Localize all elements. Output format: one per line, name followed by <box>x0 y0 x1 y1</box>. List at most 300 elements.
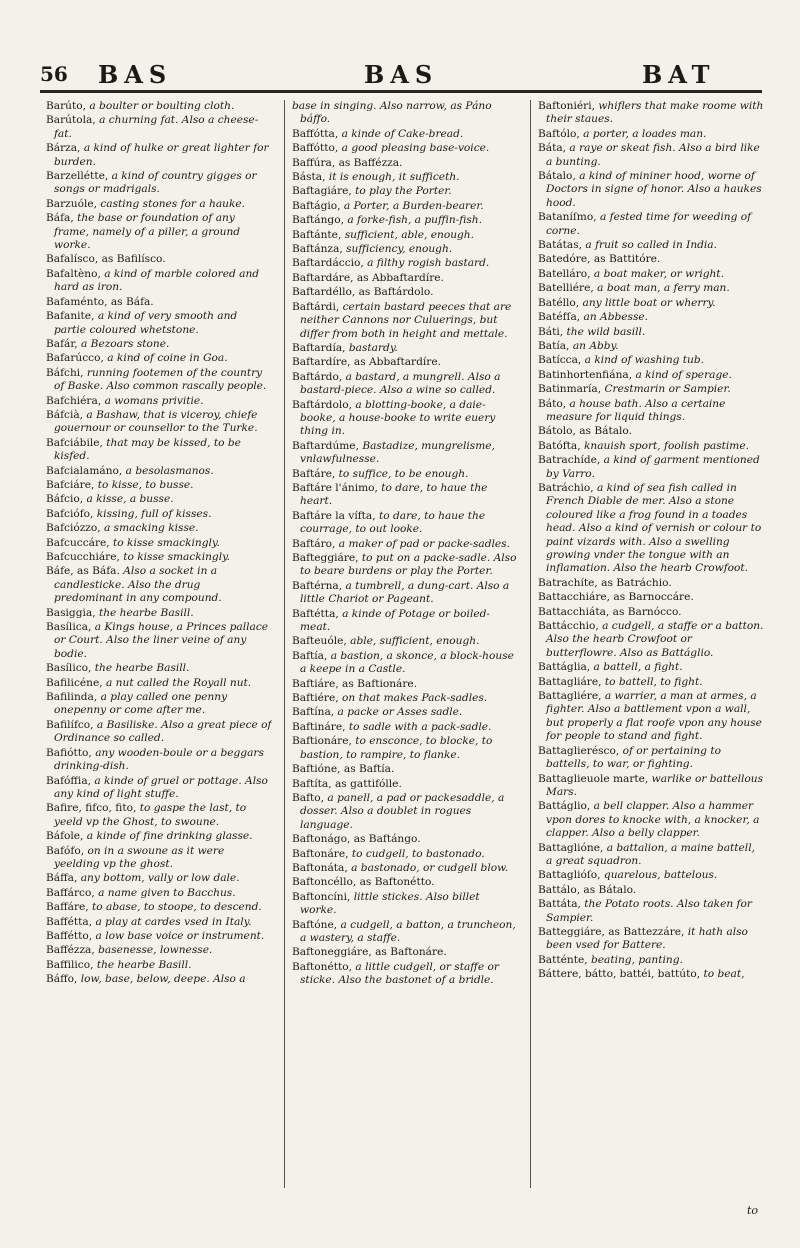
entry-headword: Baftárdo, <box>292 370 346 383</box>
entry-definition: base in singing. Also narrow, as Páno báffo. <box>292 100 492 126</box>
entry-definition: a low base voice or instrument. <box>95 929 265 942</box>
entry-headword: Battaglierésco, <box>538 744 623 757</box>
dictionary-entry <box>292 635 518 648</box>
entry-definition: a smacking kisse. <box>104 522 199 535</box>
dictionary-entry <box>292 185 518 198</box>
entry-definition: a kind of country gigges or songs or madrigals. <box>54 170 257 196</box>
entry-headword: Batelláro, <box>538 267 594 280</box>
entry-definition: any bottom, vally or low dale. <box>80 872 240 885</box>
entry-definition: casting stones for a hauke. <box>100 197 246 210</box>
entry-definition: the base or foundation of any frame, namely of a piller, a ground worke. <box>54 212 241 252</box>
dictionary-entry <box>538 100 764 127</box>
entry-definition: a nut called the Royall nut. <box>105 676 252 689</box>
entry-definition: a Bezoars stone. <box>80 337 170 350</box>
entry-headword: Bafchiéra, <box>46 394 105 407</box>
dictionary-entry <box>46 845 272 872</box>
dictionary-entry <box>538 926 764 953</box>
entry-definition: the hearbe Basill. <box>96 958 192 971</box>
dictionary-entry <box>538 577 764 590</box>
dictionary-entry <box>46 367 272 394</box>
entry-definition: a kinde of Potage or boiled-meat. <box>300 607 490 634</box>
dictionary-entry <box>46 198 272 211</box>
entry-definition: to suffice, to be enough. <box>338 467 469 480</box>
entry-definition: a kinde of gruel or pottage. Also any kind of light stuffe. <box>54 774 268 800</box>
entry-headword: Basílico, <box>46 662 95 675</box>
header-rule <box>40 90 762 93</box>
entry-headword: Baftáre l'ánimo, <box>292 481 382 494</box>
dictionary-entry <box>46 662 272 675</box>
dictionary-entry <box>46 901 272 914</box>
entry-headword: Bafire, fifco, fito, <box>46 802 140 815</box>
dictionary-entry <box>538 326 764 339</box>
entry-headword: Baftináre, <box>292 720 349 733</box>
entry-definition: low, base, below, deepe. Also a <box>80 973 246 986</box>
entry-definition: to kisse, to busse. <box>97 478 194 491</box>
dictionary-entry <box>292 243 518 256</box>
entry-headword: Baftía, <box>292 649 331 662</box>
entry-definition: a Bashaw, that is viceroy, chiefe gouernour or counsellor to the Turke. <box>54 408 258 435</box>
dictionary-entry <box>538 369 764 382</box>
entry-definition: a boulter or boulting cloth. <box>89 100 235 112</box>
dictionary-entry <box>46 944 272 957</box>
dictionary-entry <box>292 778 518 791</box>
entry-definition: to play the Porter. <box>355 185 452 198</box>
entry-headword: Baftárdolo, <box>292 398 356 411</box>
entry-headword: Bafcialamáno, <box>46 464 126 477</box>
entry-headword: Baftonétto, <box>292 960 356 973</box>
dictionary-entry <box>292 356 518 369</box>
entry-headword: Baffézza, <box>46 944 99 957</box>
entry-headword: Battáglio, <box>538 800 594 813</box>
dictionary-entry <box>46 253 272 266</box>
dictionary-entry <box>538 591 764 604</box>
entry-definition: a cudgell, a staffe or a batton. Also the hearb Crowfoot or butterflowre. Also as Battáglio. <box>546 620 764 659</box>
dictionary-entry <box>292 142 518 155</box>
entry-definition: a name given to Bacchus. <box>98 886 236 899</box>
dictionary-entry <box>46 493 272 506</box>
entry-definition: whiflers that make roome with their staues. <box>546 100 764 126</box>
dictionary-entry <box>292 763 518 776</box>
dictionary-entry <box>292 468 518 481</box>
entry-definition: knauish sport, foolish pastime. <box>583 439 749 452</box>
entry-definition: a fested time for weeding of corne. <box>546 211 752 237</box>
entry-definition: any wooden-boule or a beggars drinking-dish. <box>54 746 264 773</box>
entry-headword: Baftoncéllo, as Baftonétto. <box>292 876 435 889</box>
dictionary-entry <box>538 620 764 660</box>
entry-headword: Baftíta, as gattifólle. <box>292 777 402 790</box>
dictionary-entry <box>46 607 272 620</box>
entry-headword: Baftína, <box>292 706 338 719</box>
entry-headword: Batinhortenfiána, <box>538 368 636 381</box>
entry-definition: Also a socket in a candlesticke. Also the drug predominant in any compound. <box>54 565 222 605</box>
entry-headword: Baftólo, <box>538 127 584 140</box>
entry-definition: a good pleasing base-voice. <box>341 142 490 155</box>
entry-definition: Crestmarin or Sampier. <box>604 383 731 396</box>
entry-headword: Battáta, <box>538 898 585 911</box>
dictionary-entry <box>46 747 272 774</box>
entry-definition: a churning fat. Also a cheese-fat. <box>54 114 259 140</box>
entry-headword: Bafciózzo, <box>46 522 104 535</box>
dictionary-entry <box>538 383 764 396</box>
entry-definition: it is enough, it sufficeth. <box>328 171 460 184</box>
entry-headword: Bátalo, <box>538 170 580 183</box>
dictionary-entry <box>292 229 518 242</box>
entry-definition: a kind of sperage. <box>635 368 732 381</box>
entry-definition: any little boat or wherry. <box>582 296 716 309</box>
entry-definition: a bastonado, or cudgell blow. <box>351 861 509 874</box>
entry-definition: to abase, to stoope, to descend. <box>92 901 262 914</box>
entry-definition: a battalion, a maine battell, a great squadron. <box>546 841 755 867</box>
entry-headword: Baftionáre, <box>292 735 356 748</box>
entry-definition: a panell, a pad or packesaddle, a dosser. Also a doublet in rogues language. <box>300 791 505 831</box>
entry-definition: a kind of garment mentioned by Varro. <box>546 454 760 480</box>
dictionary-entry <box>538 440 764 453</box>
dictionary-entry <box>538 398 764 425</box>
entry-headword: Baffilico, <box>46 958 97 971</box>
dictionary-entry <box>46 916 272 929</box>
entry-headword: Báfcio, <box>46 493 87 506</box>
entry-headword: Bafciófo, <box>46 507 97 520</box>
entry-definition: quarelous, battelous. <box>603 869 718 882</box>
entry-headword: Battacchiáta, as Barnócco. <box>538 605 682 618</box>
entry-definition: on in a swoune as it were yeelding vp the ghost. <box>54 844 225 870</box>
dictionary-entry <box>46 212 272 252</box>
dictionary-entry <box>46 479 272 492</box>
entry-definition: a boat man, a ferry man. <box>597 282 730 295</box>
entry-headword: Baffétta, <box>46 915 96 928</box>
entry-headword: Bafalísco, as Bafilísco. <box>46 253 166 266</box>
entry-headword: Baftoniéri, <box>538 100 599 112</box>
dictionary-entry <box>292 272 518 285</box>
entry-headword: Báti, <box>538 325 567 338</box>
dictionary-entry <box>538 661 764 674</box>
dictionary-entry <box>292 482 518 509</box>
entry-headword: Baftardéllo, as Baftárdolo. <box>292 286 434 299</box>
entry-headword: Bárza, <box>46 142 84 155</box>
entry-headword: Batelliére, <box>538 282 598 295</box>
entry-definition: the wild basill. <box>566 325 646 338</box>
dictionary-entry <box>46 691 272 718</box>
entry-headword: Baftardáccio, <box>292 257 368 270</box>
entry-definition: a raye or skeat fish. Also a bird like a bunting. <box>546 142 760 168</box>
entry-definition: a kind of marble colored and hard as iron. <box>54 267 260 294</box>
dictionary-entry <box>46 170 272 197</box>
entry-definition: a little cudgell, or staffe or sticke. Also the bastonet of a bridle. <box>300 960 499 987</box>
entry-headword: Bafaltèno, <box>46 267 105 280</box>
entry-definition: a boat maker, or wright. <box>593 267 724 280</box>
entry-headword: Baftardúme, <box>292 439 363 452</box>
entry-headword: Baffárco, <box>46 886 99 899</box>
column-left <box>46 100 272 1208</box>
entry-headword: Baftoncíni, <box>292 890 354 903</box>
dictionary-entry <box>292 833 518 846</box>
entry-definition: a kind of coine in Goa. <box>107 352 228 365</box>
dictionary-entry <box>538 884 764 897</box>
entry-headword: Barzuóle, <box>46 197 101 210</box>
dictionary-entry <box>46 465 272 478</box>
entry-headword: Battacchiáre, as Barnoccáre. <box>538 591 694 604</box>
dictionary-entry <box>292 100 518 127</box>
entry-definition: to sadle with a pack-sadle. <box>348 720 492 733</box>
dictionary-entry <box>292 946 518 959</box>
dictionary-entry <box>46 100 272 113</box>
dictionary-entry <box>292 552 518 579</box>
entry-definition: a maker of pad or packe-sadles. <box>338 537 510 550</box>
entry-headword: Batófta, <box>538 439 584 452</box>
column-middle <box>292 100 518 1208</box>
dictionary-entry <box>292 538 518 551</box>
dictionary-entry <box>538 170 764 210</box>
entry-definition: a kind of very smooth and partie coloured whetstone. <box>54 310 238 336</box>
entry-headword: Báta, <box>538 142 570 155</box>
entry-headword: Bafciáre, <box>46 478 98 491</box>
dictionary-entry <box>46 930 272 943</box>
dictionary-entry <box>538 800 764 840</box>
dictionary-entry <box>292 792 518 832</box>
dictionary-entry <box>538 268 764 281</box>
entry-headword: Bafiótto, <box>46 746 96 759</box>
dictionary-entry <box>538 142 764 169</box>
entry-headword: Batátas, <box>538 239 586 252</box>
guide-word-right: BAT <box>642 60 716 89</box>
entry-headword: Batrachíte, as Batráchio. <box>538 576 672 589</box>
entry-headword: Battagliáre, <box>538 675 605 688</box>
dictionary-entry <box>292 650 518 677</box>
dictionary-entry <box>538 311 764 324</box>
entry-headword: Battálo, as Bátalo. <box>538 883 637 896</box>
entry-headword: Bafcucchiáre, <box>46 551 124 563</box>
entry-headword: Baffétto, <box>46 929 96 942</box>
entry-headword: Baffáre, <box>46 901 93 914</box>
dictionary-entry <box>292 876 518 889</box>
dictionary-entry <box>46 719 272 746</box>
entry-definition: a play at cardes vsed in Italy. <box>95 915 252 928</box>
entry-definition: a warrier, a man at armes, a fighter. Also a battlement vpon a wall, but properly a flat roofe vpon any house for people to stand and fight. <box>546 690 762 743</box>
entry-definition: able, sufficient, enough. <box>350 635 480 648</box>
dictionary-entry <box>292 286 518 299</box>
dictionary-entry <box>538 282 764 295</box>
dictionary-entry <box>46 887 272 900</box>
entry-headword: Bafto, <box>292 791 328 804</box>
dictionary-entry <box>292 301 518 341</box>
entry-headword: Bafciábile, <box>46 436 107 449</box>
page-number: 56 <box>40 62 68 86</box>
entry-definition: to put on a packe-sadle. Also to beare burdens or play the Porter. <box>300 552 517 578</box>
entry-definition: the hearbe Basill. <box>98 606 194 619</box>
dictionary-entry <box>538 954 764 967</box>
entry-definition: to beat, <box>703 968 745 981</box>
entry-headword: Bátolo, as Bátalo. <box>538 425 632 438</box>
entry-headword: Battaglióſo, <box>538 869 604 882</box>
entry-definition: the Potato roots. Also taken for Sampier. <box>546 898 752 924</box>
dictionary-entry <box>538 869 764 882</box>
entry-headword: Baffúra, as Baffézza. <box>292 156 403 169</box>
dictionary-entry <box>46 973 272 986</box>
entry-headword: Bafilicéne, <box>46 676 106 689</box>
dictionary-entry <box>538 425 764 438</box>
column-right <box>538 100 764 1208</box>
entry-definition: on that makes Pack-sadles. <box>342 692 488 705</box>
page-header <box>40 56 760 92</box>
dictionary-entry <box>292 678 518 691</box>
entry-headword: Bafteggiáre, <box>292 552 362 564</box>
dictionary-entry <box>538 898 764 925</box>
dictionary-entry <box>292 399 518 439</box>
entry-definition: a Porter, a Burden-bearer. <box>343 199 484 212</box>
entry-headword: Báfole, <box>46 830 87 843</box>
entry-definition: a blotting-booke, a daie-booke, a house-booke to write euery thing in. <box>300 398 496 438</box>
entry-definition: bastardy. <box>348 341 398 354</box>
dictionary-entry <box>292 919 518 946</box>
entry-headword: Bafár, <box>46 337 81 350</box>
entry-definition: a forke-fish, a puffin-fish. <box>347 214 482 227</box>
dictionary-entry <box>46 551 272 564</box>
entry-definition: to kisse smackingly. <box>123 551 231 563</box>
entry-headword: Baftoneggiáre, as Baftonáre. <box>292 946 447 959</box>
entry-headword: Báfcià, <box>46 408 87 421</box>
dictionary-entry <box>538 354 764 367</box>
entry-headword: Baftángo, <box>292 214 348 227</box>
dictionary-entry <box>292 342 518 355</box>
entry-headword: Battácchio, <box>538 620 603 633</box>
entry-definition: a kind of sea fish called in French Diable de mer. Also a stone coloured like a frog found in a toades head. Also a kind of vernish or colour to paint vizards with. Also a swelling growing vnder the tongue with an inflamation. Also the hearb Crowfoot. <box>546 481 762 575</box>
entry-definition: a packe or Asses sadle. <box>337 706 463 719</box>
dictionary-entry <box>292 961 518 988</box>
dictionary-entry <box>46 872 272 885</box>
entry-definition: running footemen of the country of Baske. Also common rascally people. <box>54 366 267 393</box>
entry-headword: Baffótta, <box>292 127 342 140</box>
entry-headword: Batinmaría, <box>538 383 605 396</box>
entry-headword: Básta, <box>292 171 329 184</box>
dictionary-entry <box>538 690 764 744</box>
dictionary-entry <box>538 842 764 869</box>
dictionary-entry <box>538 239 764 252</box>
dictionary-entry <box>46 802 272 829</box>
entry-headword: Basílica, <box>46 621 95 634</box>
dictionary-entry <box>538 606 764 619</box>
entry-definition: sufficiency, enough. <box>346 243 453 256</box>
dictionary-entry <box>46 959 272 972</box>
entry-definition: a fruit so called in India. <box>585 239 717 252</box>
entry-headword: Baffótto, <box>292 142 342 155</box>
dictionary-entry <box>46 437 272 464</box>
entry-headword: Batía, <box>538 339 573 352</box>
entry-headword: Batéfſa, <box>538 311 584 324</box>
entry-headword: Baftáre, <box>292 467 339 480</box>
entry-headword: Báffo, <box>46 973 81 986</box>
entry-headword: Báto, <box>538 397 570 410</box>
catchword: to <box>746 1204 758 1217</box>
dictionary-entry <box>292 214 518 227</box>
entry-headword: Baftérna, <box>292 579 346 592</box>
entry-definition: a bastard, a mungrell. Also a bastard-piece. Also a wine so called. <box>300 370 501 397</box>
entry-definition: a bell clapper. Also a hammer vpon dores to knocke with, a knocker, a clapper. Also a belly clapper. <box>546 800 760 840</box>
dictionary-entry <box>46 830 272 843</box>
dictionary-entry <box>538 745 764 772</box>
entry-headword: Baftonáre, <box>292 847 352 860</box>
entry-headword: Baftágio, <box>292 199 344 212</box>
entry-headword: Batícca, <box>538 354 585 367</box>
dictionary-entry <box>538 128 764 141</box>
entry-definition: to cudgell, to bastonado. <box>351 847 485 860</box>
dictionary-entry <box>46 508 272 521</box>
dictionary-entry <box>46 409 272 436</box>
dictionary-entry <box>292 608 518 635</box>
entry-definition: to dare, to haue the courrage, to out looke. <box>300 509 486 536</box>
entry-headword: Baftióne, as Baftía. <box>292 763 395 776</box>
entry-headword: Baftiáre, as Baftionáre. <box>292 677 418 690</box>
entry-definition: to dare, to haue the heart. <box>300 481 488 508</box>
entry-definition: little stickes. Also billet worke. <box>300 890 480 917</box>
dictionary-entry <box>46 677 272 690</box>
dictionary-entry <box>292 862 518 875</box>
entry-definition: a kind of mininer hood, worne of Doctors in signe of honor. Also a haukes hood. <box>546 170 762 209</box>
dictionary-entry <box>538 340 764 353</box>
guide-word-center: BAS <box>364 60 439 89</box>
entry-definition: warlike or battellous Mars. <box>546 772 764 798</box>
entry-headword: Baftárdi, <box>292 300 343 313</box>
dictionary-entry <box>292 510 518 537</box>
entry-definition: a Basiliske. Also a great piece of Ordinance so called. <box>54 718 272 745</box>
entry-headword: Batedóre, as Battitóre. <box>538 253 661 266</box>
entry-headword: Barúto, <box>46 100 90 112</box>
entry-headword: Báttere, bátto, battéi, battúto, <box>538 968 704 981</box>
entry-definition: to gaspe the last, to yeeld vp the Ghost, to swoune. <box>54 802 247 828</box>
entry-headword: Battáglia, <box>538 661 594 674</box>
entry-headword: Baftóne, <box>292 918 341 931</box>
entry-definition: to battell, to fight. <box>604 675 703 688</box>
entry-definition: a kind of hulke or great lighter for burden. <box>54 142 269 168</box>
dictionary-entry <box>538 968 764 981</box>
entry-headword: Baftétta, <box>292 607 343 620</box>
entry-headword: Battaglieuole marte, <box>538 772 652 785</box>
dictionary-entry <box>46 522 272 535</box>
dictionary-entry <box>46 142 272 169</box>
dictionary-entry <box>538 482 764 576</box>
entry-headword: Baftiére, <box>292 692 343 705</box>
entry-headword: Batteggiáre, as Battezzáre, <box>538 925 688 938</box>
entry-headword: Baftáro, <box>292 537 339 550</box>
entry-headword: Batéllo, <box>538 296 583 309</box>
dictionary-entry <box>46 537 272 550</box>
dictionary-entry <box>46 395 272 408</box>
entry-headword: Bafófo, <box>46 844 88 857</box>
entry-headword: Barútola, <box>46 114 100 127</box>
entry-definition: Bastadize, mungrelisme, vnlawfulnesse. <box>300 439 495 466</box>
entry-definition: a womans privitie. <box>104 394 204 407</box>
dictionary-entry <box>292 128 518 141</box>
entry-headword: Barzellétte, <box>46 170 112 183</box>
entry-headword: Baftardíre, as Abbaftardíre. <box>292 356 441 369</box>
entry-headword: Bafteuóle, <box>292 635 351 648</box>
entry-definition: a bastion, a skonce, a block-house a keepe in a Castle. <box>300 649 514 676</box>
dictionary-entry <box>292 257 518 270</box>
entry-definition: a Kings house, a Princes pallace or Court. Also the liner veine of any bodie. <box>54 621 269 660</box>
entry-headword: Báfe, as Báfa. <box>46 565 124 578</box>
entry-definition: the hearbe Basill. <box>94 662 190 675</box>
dictionary-entry <box>46 621 272 661</box>
entry-headword: Bafcuccáre, <box>46 536 114 549</box>
entry-definition: a kind of washing tub. <box>584 354 705 367</box>
entry-definition: a porter, a loades man. <box>583 127 707 140</box>
entry-definition: certain bastard peeces that are neither Cannons nor Culuerings, but differ from both in height and mettale. <box>300 300 512 340</box>
entry-definition: beating, panting. <box>590 953 683 966</box>
entry-headword: Bafanite, <box>46 310 98 323</box>
dictionary-entry <box>46 338 272 351</box>
entry-headword: Bafilífco, <box>46 718 97 731</box>
entry-definition: to ensconce, to blocke, to bastion, to rampire, to flanke. <box>300 735 493 761</box>
entry-definition: a house bath. Also a certaine measure for liquid things. <box>546 397 726 423</box>
